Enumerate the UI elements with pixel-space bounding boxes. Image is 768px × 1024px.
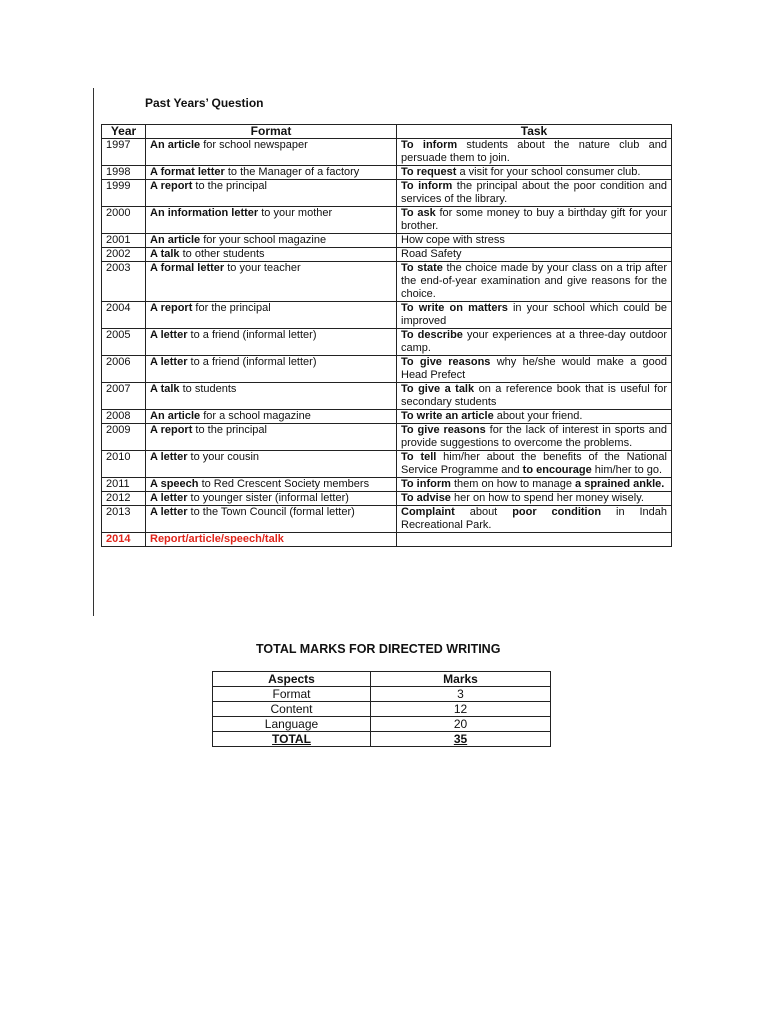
task-bold: To ask bbox=[401, 207, 436, 219]
task-bold: To inform bbox=[401, 139, 458, 151]
format-rest: to your cousin bbox=[187, 451, 260, 463]
format-rest: to a friend (informal letter) bbox=[187, 329, 317, 341]
format-bold: A talk bbox=[150, 383, 180, 395]
task-rest: the choice made by your class on a trip after the end-of-year examination and give reasons for the choice. bbox=[401, 262, 668, 300]
table-row bbox=[102, 302, 672, 329]
format-rest: to the principal bbox=[192, 424, 267, 436]
format-cell bbox=[146, 302, 397, 329]
table-row bbox=[102, 207, 672, 234]
format-bold: An article bbox=[150, 234, 201, 246]
table-row bbox=[102, 356, 672, 383]
task-cell bbox=[397, 383, 672, 410]
format-rest: for a school magazine bbox=[200, 410, 311, 422]
format-bold: A speech bbox=[150, 478, 199, 490]
task-cell bbox=[397, 329, 672, 356]
format-rest: to other students bbox=[179, 248, 265, 260]
marks-cell: 20 bbox=[371, 717, 551, 732]
task-rest: about your friend. bbox=[493, 410, 583, 422]
format-rest: to your mother bbox=[258, 207, 333, 219]
task-cell bbox=[397, 234, 672, 248]
format-bold: Report/article/speech/talk bbox=[150, 533, 284, 545]
format-rest: to students bbox=[179, 383, 237, 395]
table-header-row bbox=[102, 125, 672, 139]
table-row bbox=[102, 329, 672, 356]
format-rest: for the principal bbox=[192, 302, 271, 314]
task-rest: for the lack of interest in sports and provide suggestions to overcome the problems. bbox=[401, 424, 667, 449]
year-cell: 2011 bbox=[102, 478, 146, 492]
format-cell bbox=[146, 262, 397, 302]
task-rest: How cope with stress bbox=[401, 234, 505, 246]
task-cell: Complaint about poor condition in Indah Recreational Park. bbox=[397, 506, 672, 533]
year-cell: 2004 bbox=[102, 302, 146, 329]
task-cell bbox=[397, 410, 672, 424]
aspect-cell: Content bbox=[213, 702, 371, 717]
format-bold: An information letter bbox=[150, 207, 259, 219]
format-cell bbox=[146, 139, 397, 166]
table-row bbox=[102, 424, 672, 451]
task-bold: To write on matters bbox=[401, 302, 508, 314]
year-cell: 2013 bbox=[102, 506, 146, 533]
table-row bbox=[102, 248, 672, 262]
task-rest: for some money to buy a birthday gift for your brother. bbox=[401, 207, 668, 232]
header-task: Task bbox=[397, 125, 672, 139]
format-cell bbox=[146, 478, 397, 492]
table-row bbox=[102, 234, 672, 248]
task-bold: To request bbox=[401, 166, 457, 178]
task-bold: To state bbox=[401, 262, 443, 274]
task-cell bbox=[397, 248, 672, 262]
header-format: Format bbox=[146, 125, 397, 139]
format-cell bbox=[146, 356, 397, 383]
aspect-cell: Format bbox=[213, 687, 371, 702]
header-aspects: Aspects bbox=[213, 672, 371, 687]
format-cell bbox=[146, 207, 397, 234]
table-row bbox=[102, 410, 672, 424]
format-rest: for your school magazine bbox=[200, 234, 327, 246]
marks-cell: 12 bbox=[371, 702, 551, 717]
task-bold: To advise bbox=[401, 492, 451, 504]
aspect-cell: TOTAL bbox=[213, 732, 371, 747]
task-cell bbox=[397, 302, 672, 329]
table-row bbox=[102, 180, 672, 207]
total-row bbox=[213, 732, 551, 747]
year-cell: 2007 bbox=[102, 383, 146, 410]
year-cell: 2008 bbox=[102, 410, 146, 424]
task-cell bbox=[397, 180, 672, 207]
task-cell bbox=[397, 207, 672, 234]
year-cell: 2001 bbox=[102, 234, 146, 248]
format-bold: A talk bbox=[150, 248, 180, 260]
format-rest: to the principal bbox=[192, 180, 267, 192]
format-cell bbox=[146, 180, 397, 207]
format-bold: An article bbox=[150, 139, 201, 151]
format-cell bbox=[146, 383, 397, 410]
task-bold: To give reasons bbox=[401, 424, 486, 436]
table-row bbox=[102, 139, 672, 166]
format-rest: to a friend (informal letter) bbox=[187, 356, 317, 368]
task-cell bbox=[397, 139, 672, 166]
format-rest: for school newspaper bbox=[200, 139, 308, 151]
past-years-table bbox=[101, 124, 672, 547]
task-cell bbox=[397, 356, 672, 383]
marks-cell: 3 bbox=[371, 687, 551, 702]
year-cell: 2014 bbox=[102, 533, 146, 547]
task-cell bbox=[397, 166, 672, 180]
year-cell: 1999 bbox=[102, 180, 146, 207]
format-bold: A letter bbox=[150, 451, 188, 463]
table-row bbox=[102, 492, 672, 506]
task-cell bbox=[397, 492, 672, 506]
task-bold: To give a talk bbox=[401, 383, 475, 395]
task-bold: To write an article bbox=[401, 410, 494, 422]
format-bold: An article bbox=[150, 410, 201, 422]
task-rest: a visit for your school consumer club. bbox=[456, 166, 641, 178]
format-bold: A report bbox=[150, 302, 193, 314]
task-rest: Road Safety bbox=[401, 248, 462, 260]
year-cell: 2005 bbox=[102, 329, 146, 356]
table-row bbox=[102, 262, 672, 302]
format-cell bbox=[146, 424, 397, 451]
year-cell: 2006 bbox=[102, 356, 146, 383]
table-row bbox=[102, 383, 672, 410]
format-cell bbox=[146, 410, 397, 424]
task-rest: her on how to spend her money wisely. bbox=[450, 492, 644, 504]
table-row bbox=[102, 506, 672, 533]
year-cell: 1998 bbox=[102, 166, 146, 180]
task-cell bbox=[397, 262, 672, 302]
task-cell bbox=[397, 533, 672, 547]
marks-table bbox=[212, 671, 551, 747]
format-rest: to the Manager of a factory bbox=[224, 166, 360, 178]
format-bold: A letter bbox=[150, 492, 188, 504]
task-rest: in your school which could be improved bbox=[401, 302, 667, 327]
task-bold: To inform bbox=[401, 180, 453, 192]
marks-row bbox=[213, 717, 551, 732]
task-rest: on a reference book that is useful for secondary students bbox=[401, 383, 668, 408]
format-cell bbox=[146, 329, 397, 356]
year-cell: 2009 bbox=[102, 424, 146, 451]
margin-line bbox=[93, 88, 94, 616]
format-bold: A letter bbox=[150, 506, 188, 518]
format-cell bbox=[146, 248, 397, 262]
marks-title: TOTAL MARKS FOR DIRECTED WRITING bbox=[256, 642, 501, 656]
section-title: Past Years’ Question bbox=[145, 96, 264, 110]
task-rest: students about the nature club and persuade them to join. bbox=[401, 139, 667, 164]
task-cell: To inform them on how to manage a sprained ankle. bbox=[397, 478, 672, 492]
format-bold: A letter bbox=[150, 329, 188, 341]
format-bold: A letter bbox=[150, 356, 188, 368]
header-marks: Marks bbox=[371, 672, 551, 687]
task-cell bbox=[397, 424, 672, 451]
task-rest: the principal about the poor condition and services of the library. bbox=[401, 180, 667, 205]
marks-header-row bbox=[213, 672, 551, 687]
format-bold: A report bbox=[150, 424, 193, 436]
format-rest: to the Town Council (formal letter) bbox=[187, 506, 355, 518]
format-cell bbox=[146, 451, 397, 478]
format-cell bbox=[146, 234, 397, 248]
marks-row bbox=[213, 702, 551, 717]
year-cell: 2000 bbox=[102, 207, 146, 234]
format-cell bbox=[146, 533, 397, 547]
table-row bbox=[102, 451, 672, 478]
format-rest: to Red Crescent Society members bbox=[198, 478, 370, 490]
format-bold: A formal letter bbox=[150, 262, 225, 274]
marks-cell: 35 bbox=[371, 732, 551, 747]
aspect-cell: Language bbox=[213, 717, 371, 732]
task-bold: To give reasons bbox=[401, 356, 491, 368]
format-bold: A report bbox=[150, 180, 193, 192]
year-cell: 2003 bbox=[102, 262, 146, 302]
year-cell: 1997 bbox=[102, 139, 146, 166]
task-rest: why he/she would make a good Head Prefect bbox=[401, 356, 668, 381]
format-rest: to younger sister (informal letter) bbox=[187, 492, 349, 504]
format-rest: to your teacher bbox=[224, 262, 301, 274]
marks-row bbox=[213, 687, 551, 702]
format-cell bbox=[146, 506, 397, 533]
task-cell: To tell him/her about the benefits of the National Service Programme and to encourage him/her to go. bbox=[397, 451, 672, 478]
format-cell bbox=[146, 492, 397, 506]
format-bold: A format letter bbox=[150, 166, 225, 178]
year-cell: 2012 bbox=[102, 492, 146, 506]
task-rest: your experiences at a three-day outdoor camp. bbox=[401, 329, 667, 354]
year-cell: 2010 bbox=[102, 451, 146, 478]
table-row bbox=[102, 478, 672, 492]
table-row bbox=[102, 166, 672, 180]
year-cell: 2002 bbox=[102, 248, 146, 262]
header-year: Year bbox=[102, 125, 146, 139]
table-row bbox=[102, 533, 672, 547]
task-bold: To describe bbox=[401, 329, 463, 341]
format-cell bbox=[146, 166, 397, 180]
